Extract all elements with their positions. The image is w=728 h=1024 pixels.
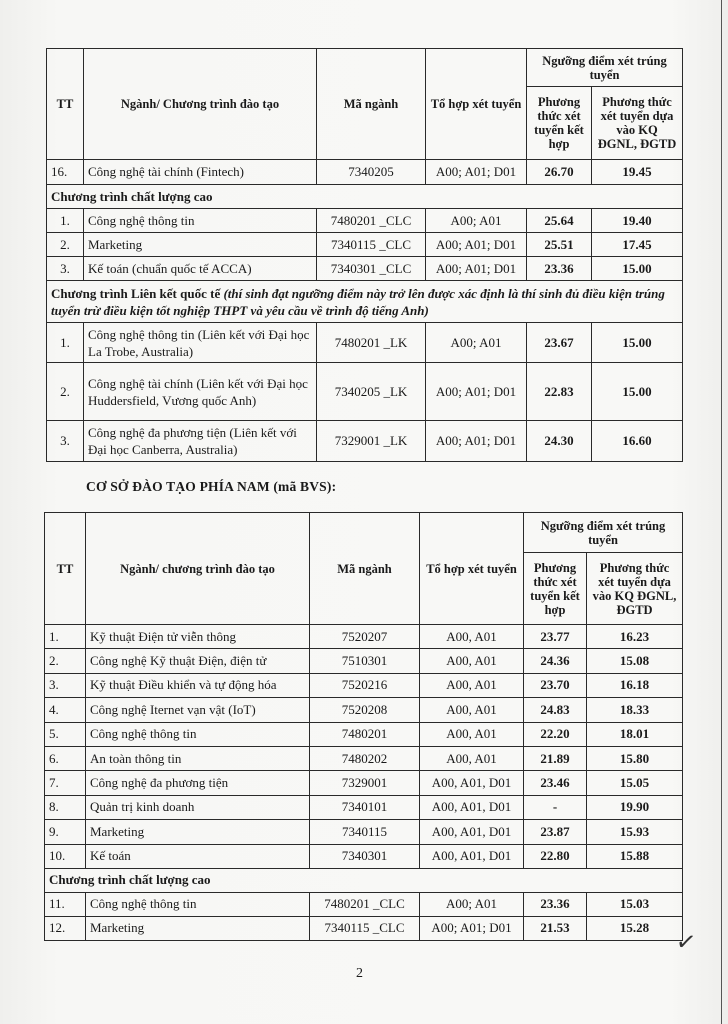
row-score-dgnl: 16.18 [587, 673, 683, 697]
row-score-combined: 23.67 [527, 323, 592, 363]
row-tt: 2. [45, 649, 86, 673]
section-row [47, 281, 683, 323]
header-method-combined: Phương thức xét tuyển kết hợp [527, 87, 592, 160]
row-program: Công nghệ tài chính (Fintech) [84, 160, 317, 185]
row-program: Công nghệ thông tin [86, 722, 310, 746]
checkmark-icon: ✓ [674, 928, 698, 958]
table-row [45, 625, 683, 649]
row-score-dgnl: 15.00 [592, 363, 683, 421]
row-score-dgnl: 18.33 [587, 698, 683, 722]
row-combo: A00; A01 [426, 209, 527, 233]
section-heading-south: CƠ SỞ ĐÀO TẠO PHÍA NAM (mã BVS): [86, 479, 337, 494]
header-tt: TT [45, 513, 86, 625]
row-code: 7329001 _LK [317, 421, 426, 462]
row-program: Công nghệ Kỹ thuật Điện, điện tử [86, 649, 310, 673]
row-combo: A00, A01 [420, 698, 524, 722]
row-code: 7520208 [310, 698, 420, 722]
header-tt: TT [47, 49, 84, 160]
row-score-combined: 23.87 [524, 820, 587, 844]
section-clc-title: Chương trình chất lượng cao [45, 868, 524, 892]
row-score-dgnl: 15.28 [587, 916, 683, 940]
table-row [47, 160, 683, 185]
row-program: Công nghệ Iternet vạn vật (IoT) [86, 698, 310, 722]
row-program: Marketing [86, 916, 310, 940]
row-score-combined: 22.83 [527, 363, 592, 421]
row-combo: A00; A01 [420, 892, 524, 916]
row-code: 7340205 _LK [317, 363, 426, 421]
section-clc-title: Chương trình chất lượng cao [47, 185, 527, 209]
row-code: 7480201 _CLC [310, 892, 420, 916]
table-row [45, 698, 683, 722]
row-score-combined: 24.83 [524, 698, 587, 722]
header-threshold: Ngưỡng điểm xét trúng tuyển [527, 49, 683, 87]
header-program: Ngành/ Chương trình đào tạo [84, 49, 317, 160]
row-combo: A00; A01; D01 [426, 363, 527, 421]
row-code: 7340301 _CLC [317, 257, 426, 281]
section-intl-title: Chương trình Liên kết quốc tế [51, 286, 221, 301]
row-program: Công nghệ thông tin [86, 892, 310, 916]
row-code: 7340115 [310, 820, 420, 844]
row-tt: 1. [47, 323, 84, 363]
table-body [45, 625, 683, 869]
row-combo: A00, A01 [420, 722, 524, 746]
row-combo: A00, A01 [420, 625, 524, 649]
table-row [45, 649, 683, 673]
row-combo: A00; A01; D01 [426, 233, 527, 257]
row-score-combined: 23.46 [524, 771, 587, 795]
row-tt: 10. [45, 844, 86, 868]
table-row [45, 746, 683, 770]
row-tt: 9. [45, 820, 86, 844]
row-score-dgnl: 15.80 [587, 746, 683, 770]
row-code: 7480201 _CLC [317, 209, 426, 233]
header-method-combined: Phương thức xét tuyển kết hợp [524, 553, 587, 625]
row-score-dgnl: 15.00 [592, 257, 683, 281]
table-row [47, 421, 683, 462]
table-row [45, 820, 683, 844]
row-code: 7480202 [310, 746, 420, 770]
row-score-dgnl: 19.40 [592, 209, 683, 233]
row-tt: 3. [47, 257, 84, 281]
row-combo: A00; A01; D01 [426, 160, 527, 185]
row-score-dgnl: 15.93 [587, 820, 683, 844]
table-row [45, 916, 683, 940]
row-combo: A00; A01 [426, 323, 527, 363]
admission-table-south [44, 512, 683, 941]
row-combo: A00; A01; D01 [420, 916, 524, 940]
row-score-combined: 25.64 [527, 209, 592, 233]
row-score-combined: 21.89 [524, 746, 587, 770]
row-combo: A00, A01, D01 [420, 820, 524, 844]
row-score-dgnl: 15.03 [587, 892, 683, 916]
row-score-combined: 23.36 [524, 892, 587, 916]
row-score-combined: 26.70 [527, 160, 592, 185]
row-program: Kế toán (chuẩn quốc tế ACCA) [84, 257, 317, 281]
table-row [45, 771, 683, 795]
row-code: 7340101 [310, 795, 420, 819]
row-code: 7480201 [310, 722, 420, 746]
row-tt: 16. [47, 160, 84, 185]
row-combo: A00, A01, D01 [420, 771, 524, 795]
row-combo: A00, A01 [420, 673, 524, 697]
header-code: Mã ngành [310, 513, 420, 625]
header-combo: Tổ hợp xét tuyển [426, 49, 527, 160]
row-score-dgnl: 19.90 [587, 795, 683, 819]
row-tt: 4. [45, 698, 86, 722]
row-score-combined: 23.70 [524, 673, 587, 697]
table-row [45, 844, 683, 868]
row-combo: A00; A01; D01 [426, 257, 527, 281]
header-combo: Tổ hợp xét tuyển [420, 513, 524, 625]
row-code: 7520216 [310, 673, 420, 697]
row-tt: 1. [45, 625, 86, 649]
row-score-combined: 22.20 [524, 722, 587, 746]
row-code: 7510301 [310, 649, 420, 673]
section-row [47, 185, 683, 209]
table-header-row [45, 513, 683, 553]
row-score-combined: 22.80 [524, 844, 587, 868]
row-code: 7340115 _CLC [317, 233, 426, 257]
row-combo: A00; A01; D01 [426, 421, 527, 462]
row-tt: 7. [45, 771, 86, 795]
table-row [45, 722, 683, 746]
section-row [45, 868, 683, 892]
row-score-combined: 21.53 [524, 916, 587, 940]
header-method-dgnl: Phương thức xét tuyển dựa vào KQ ĐGNL, ĐGTD [592, 87, 683, 160]
row-score-dgnl: 15.88 [587, 844, 683, 868]
row-score-dgnl: 16.23 [587, 625, 683, 649]
table-body-clc [45, 892, 683, 940]
header-threshold: Ngưỡng điểm xét trúng tuyển [524, 513, 683, 553]
row-score-dgnl: 17.45 [592, 233, 683, 257]
row-program: Kỹ thuật Điều khiển và tự động hóa [86, 673, 310, 697]
row-combo: A00, A01, D01 [420, 844, 524, 868]
row-score-combined: 23.77 [524, 625, 587, 649]
row-score-combined: - [524, 795, 587, 819]
row-tt: 12. [45, 916, 86, 940]
table-row [45, 795, 683, 819]
row-score-dgnl: 15.08 [587, 649, 683, 673]
row-tt: 3. [45, 673, 86, 697]
row-tt: 8. [45, 795, 86, 819]
table-row [45, 892, 683, 916]
section-intl-note: (thí sinh đạt ngưỡng điểm này trở lên được xác định là thí sinh đủ điều kiện trúng tuyển trừ điều kiện tốt nghiệp THPT và yêu cầu về trình độ tiếng Anh) [51, 286, 665, 318]
row-tt: 2. [47, 233, 84, 257]
row-score-dgnl: 18.01 [587, 722, 683, 746]
table-header-row [47, 49, 683, 87]
header-method-dgnl: Phương thức xét tuyển dựa vào KQ ĐGNL, ĐGTD [587, 553, 683, 625]
row-score-dgnl: 19.45 [592, 160, 683, 185]
row-code: 7329001 [310, 771, 420, 795]
row-program: Kỹ thuật Điện tử viễn thông [86, 625, 310, 649]
row-program: Quản trị kinh doanh [86, 795, 310, 819]
row-tt: 3. [47, 421, 84, 462]
row-code: 7340301 [310, 844, 420, 868]
row-score-combined: 25.51 [527, 233, 592, 257]
row-combo: A00, A01, D01 [420, 795, 524, 819]
table-row [47, 233, 683, 257]
row-program: Công nghệ đa phương tiện [86, 771, 310, 795]
row-program: Công nghệ thông tin (Liên kết với Đại học La Trobe, Australia) [84, 323, 317, 363]
row-tt: 11. [45, 892, 86, 916]
table-row [47, 323, 683, 363]
header-program: Ngành/ chương trình đào tạo [86, 513, 310, 625]
row-program: Kế toán [86, 844, 310, 868]
row-code: 7520207 [310, 625, 420, 649]
row-score-combined: 23.36 [527, 257, 592, 281]
row-tt: 1. [47, 209, 84, 233]
row-code: 7480201 _LK [317, 323, 426, 363]
row-combo: A00, A01 [420, 649, 524, 673]
row-combo: A00, A01 [420, 746, 524, 770]
row-tt: 5. [45, 722, 86, 746]
header-code: Mã ngành [317, 49, 426, 160]
row-program: Công nghệ tài chính (Liên kết với Đại học Huddersfield, Vương quốc Anh) [84, 363, 317, 421]
page-number: 2 [356, 966, 363, 981]
row-program: An toàn thông tin [86, 746, 310, 770]
row-score-combined: 24.36 [524, 649, 587, 673]
row-program: Công nghệ đa phương tiện (Liên kết với Đại học Canberra, Australia) [84, 421, 317, 462]
row-score-dgnl: 15.05 [587, 771, 683, 795]
row-score-dgnl: 16.60 [592, 421, 683, 462]
table-row [47, 209, 683, 233]
row-program: Marketing [84, 233, 317, 257]
row-code: 7340205 [317, 160, 426, 185]
row-tt: 6. [45, 746, 86, 770]
table-row [47, 257, 683, 281]
table-row [45, 673, 683, 697]
admission-table-north [46, 48, 683, 462]
table-row [47, 363, 683, 421]
row-program: Marketing [86, 820, 310, 844]
row-tt: 2. [47, 363, 84, 421]
row-code: 7340115 _CLC [310, 916, 420, 940]
row-score-combined: 24.30 [527, 421, 592, 462]
row-score-dgnl: 15.00 [592, 323, 683, 363]
row-program: Công nghệ thông tin [84, 209, 317, 233]
